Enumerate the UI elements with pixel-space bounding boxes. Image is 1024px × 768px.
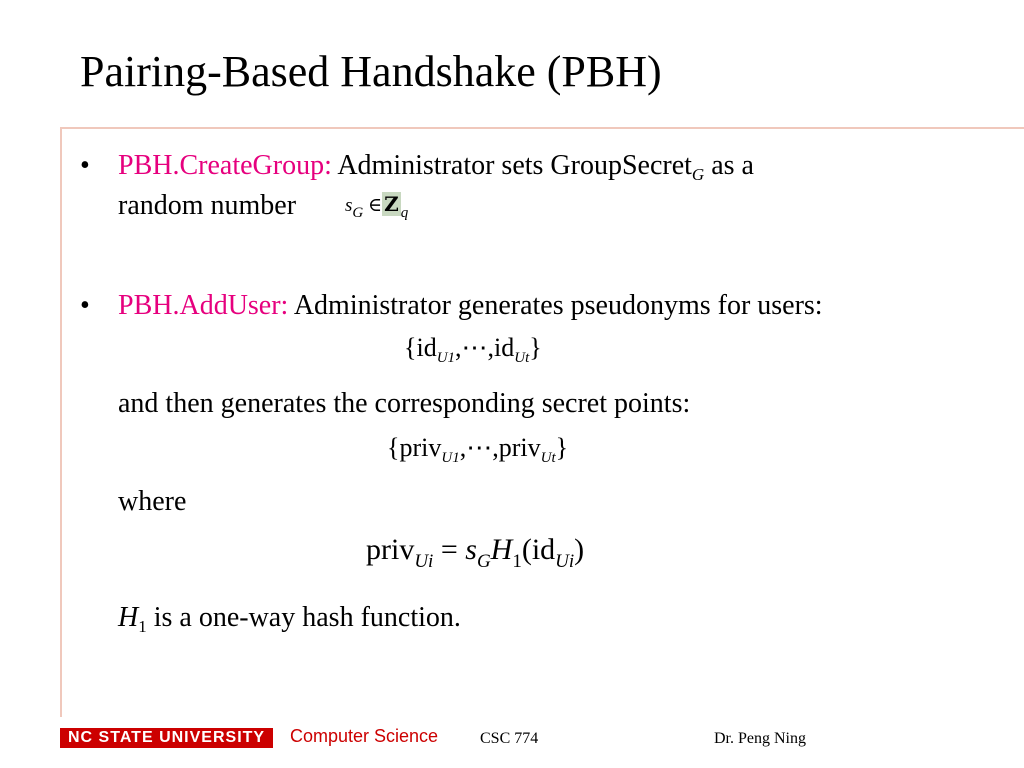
priv-close: } <box>555 433 569 462</box>
course-number: CSC 774 <box>480 730 539 747</box>
hash-text: is a one-way hash function. <box>146 602 461 633</box>
create-group-text-b: as a <box>711 150 754 181</box>
formula-lhs: priv <box>366 533 415 566</box>
bullet-dot-2: • <box>80 290 90 321</box>
sg-symbol: s <box>345 195 353 216</box>
pseudonym-sub1: U1 <box>436 350 456 366</box>
formula-s-sub: G <box>476 551 491 572</box>
add-user-text: Administrator generates pseudonyms for users: <box>293 290 823 321</box>
pseudonym-set-formula <box>404 330 542 370</box>
pseudonym-sub2: Ut <box>514 350 530 366</box>
pseudonym-open: {id <box>404 333 437 362</box>
ncsu-logo: NC STATE UNIVERSITY <box>60 728 273 748</box>
pseudonym-mid: ,⋯,id <box>455 333 515 362</box>
add-user-line <box>118 286 823 326</box>
create-group-label: PBH.CreateGroup: <box>118 150 332 181</box>
hash-h: H <box>118 602 139 633</box>
priv-set-formula <box>387 430 568 470</box>
zq-subscript: q <box>400 205 409 221</box>
vertical-divider <box>60 127 62 717</box>
priv-open: {priv <box>387 433 442 462</box>
formula-arg-open: (id <box>521 533 556 566</box>
slide-title: Pairing-Based Handshake (PBH) <box>80 47 662 96</box>
hash-h-sub: 1 <box>138 617 147 636</box>
formula-arg-close: ) <box>574 533 585 566</box>
groupsecret-subscript: G <box>691 165 705 184</box>
formula-arg-sub: Ui <box>555 551 575 572</box>
formula-h: H <box>490 533 513 566</box>
hash-function-line <box>118 598 461 641</box>
z-symbol: Z <box>384 192 399 216</box>
sg-subscript: G <box>352 205 364 221</box>
formula-eq: = <box>433 533 466 566</box>
formula-lhs-sub: Ui <box>414 551 434 572</box>
where-text: where <box>118 486 187 517</box>
priv-mid: ,⋯,priv <box>459 433 541 462</box>
sg-in-zq-math <box>345 192 408 219</box>
add-user-label: PBH.AddUser: <box>118 290 289 321</box>
department-name: Computer Science <box>290 726 439 746</box>
then-generates-text: and then generates the corresponding secret points: <box>118 388 691 419</box>
author-name: Dr. Peng Ning <box>714 730 806 747</box>
create-group-text: Administrator sets GroupSecret <box>337 150 692 181</box>
random-number-text: random number <box>118 190 297 221</box>
horizontal-divider <box>60 127 1024 129</box>
bullet-dot-1: • <box>80 150 90 181</box>
create-group-line <box>118 146 754 189</box>
formula-h-sub: 1 <box>512 551 522 572</box>
formula-s: s <box>465 533 477 566</box>
pseudonym-close: } <box>529 333 542 362</box>
priv-definition-formula <box>366 530 584 574</box>
priv-sub2: Ut <box>540 450 556 466</box>
element-of-symbol: ∈ <box>368 195 383 216</box>
priv-sub1: U1 <box>441 450 460 466</box>
